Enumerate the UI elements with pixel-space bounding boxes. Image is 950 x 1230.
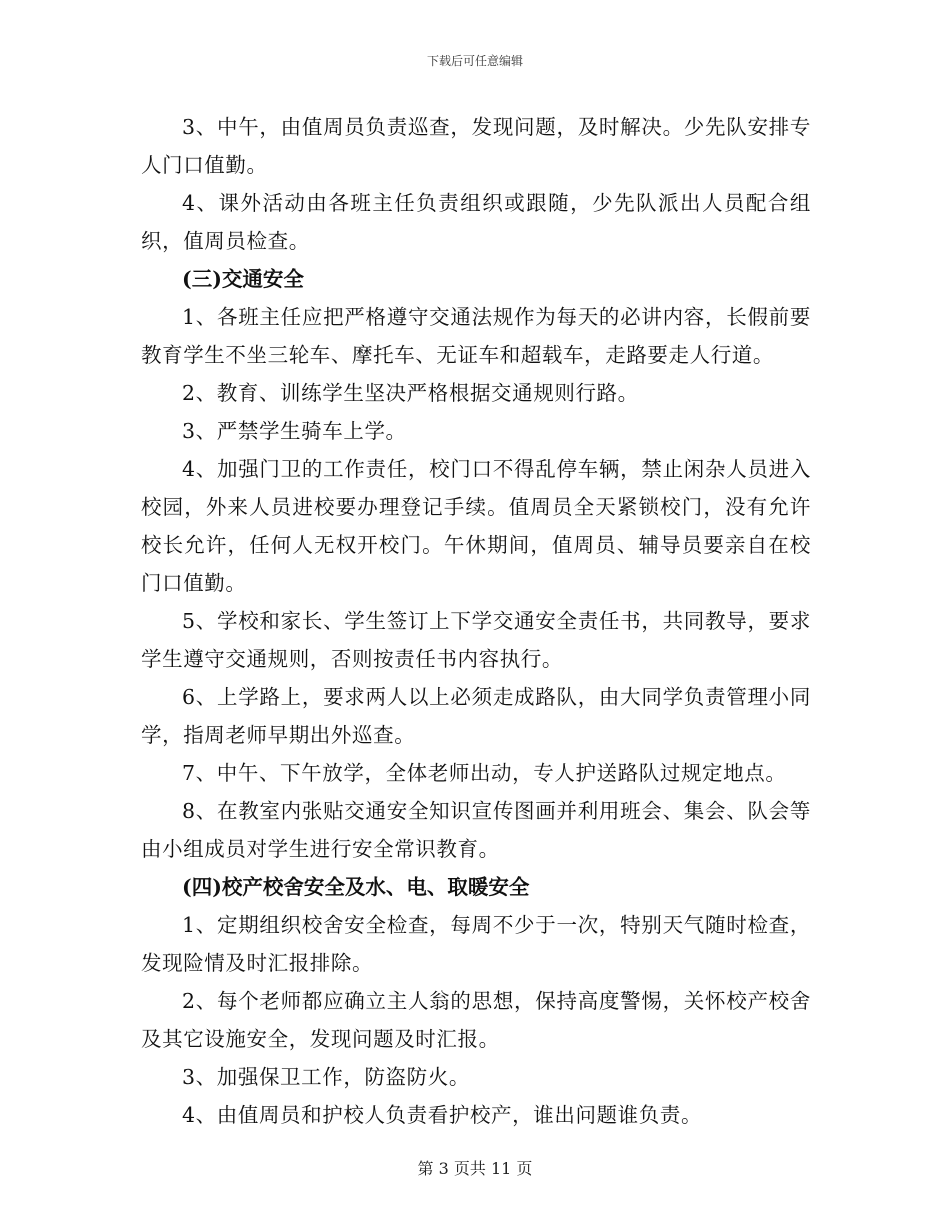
paragraph: 3、中午，由值周员负责巡查，发现问题，及时解决。少先队安排专人门口值勤。 xyxy=(141,115,811,177)
paragraph: 8、在教室内张贴交通安全知识宣传图画并利用班会、集会、队会等由小组成员对学生进行安全常识教育。 xyxy=(141,799,811,861)
paragraph: 4、由值周员和护校人负责看护校产，谁出问题谁负责。 xyxy=(182,1103,703,1127)
document-body xyxy=(141,108,811,1134)
paragraph: 4、加强门卫的工作责任，校门口不得乱停车辆，禁止闲杂人员进入校园，外来人员进校要办理登记手续。值周员全天紧锁校门，没有允许校长允许，任何人无权开校门。午休期间，值周员、辅导员要亲自在校门口值勤。 xyxy=(141,457,811,595)
paragraph: 6、上学路上，要求两人以上必须走成路队，由大同学负责管理小同学，指周老师早期出外巡查。 xyxy=(141,685,811,747)
paragraph: 3、加强保卫工作，防盗防火。 xyxy=(182,1065,470,1089)
paragraph: 1、各班主任应把严格遵守交通法规作为每天的必讲内容，长假前要教育学生不坐三轮车、摩托车、无证车和超载车，走路要走人行道。 xyxy=(141,305,811,367)
paragraph: 2、教育、训练学生坚决严格根据交通规则行路。 xyxy=(182,381,639,405)
header-note: 下载后可任意编辑 xyxy=(426,54,523,68)
paragraph: 2、每个老师都应确立主人翁的思想，保持高度警惕，关怀校产校舍及其它设施安全，发现问题及时汇报。 xyxy=(141,989,811,1051)
paragraph: 4、课外活动由各班主任负责组织或跟随，少先队派出人员配合组织，值周员检查。 xyxy=(141,191,811,253)
section-heading: (四)校产校舍安全及水、电、取暖安全 xyxy=(182,875,530,899)
section-heading: (三)交通安全 xyxy=(182,267,304,291)
paragraph: 3、严禁学生骑车上学。 xyxy=(182,419,407,443)
page-footer: 第 3 页共 11 页 xyxy=(417,1159,533,1178)
paragraph: 5、学校和家长、学生签订上下学交通安全责任书，共同教导，要求学生遵守交通规则，否则按责任书内容执行。 xyxy=(141,609,811,671)
paragraph: 1、定期组织校舍安全检查，每周不少于一次，特别天气随时检查，发现险情及时汇报排除。 xyxy=(141,913,811,975)
paragraph: 7、中午、下午放学，全体老师出动，专人护送路队过规定地点。 xyxy=(182,761,787,785)
